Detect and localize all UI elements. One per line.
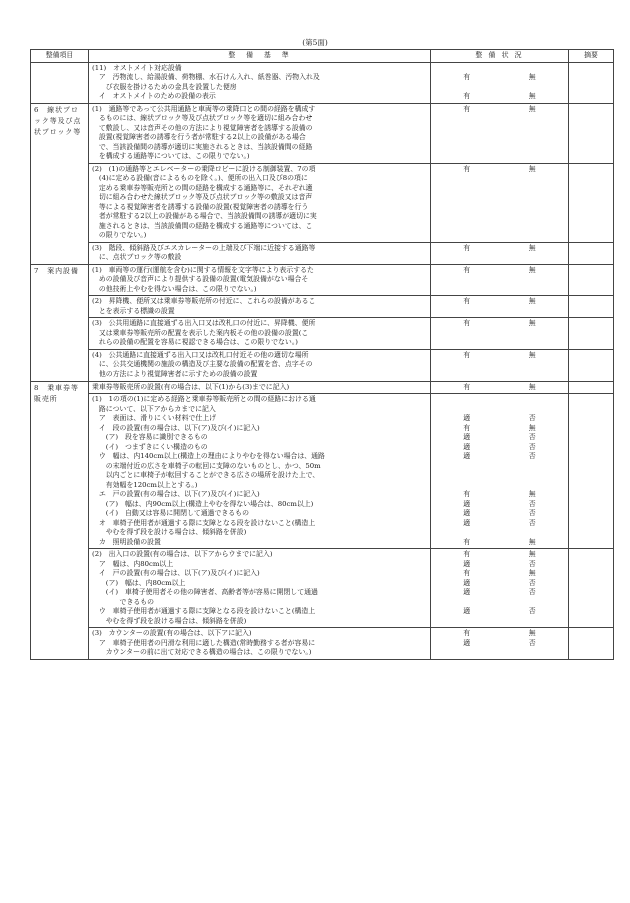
standard-line: 定める乗車券等販売所との間の経路を構成する通路等に、それぞれ適 bbox=[92, 183, 313, 192]
standard-line: ア 車椅子使用者の円滑な利用に適した構造(常時勤務する者が容易に bbox=[92, 638, 316, 647]
standard-line: (3) カウンターの設置(有の場合は、以下アに記入) bbox=[92, 629, 252, 638]
table-row bbox=[31, 163, 614, 242]
standard-cell bbox=[89, 264, 431, 296]
status-option-yes[interactable]: 有 bbox=[463, 350, 471, 359]
remarks-cell[interactable] bbox=[569, 242, 614, 264]
standard-line: 者が常駐する2以上の設備がある場合で、当該設備間の誘導が適切に実 bbox=[92, 212, 317, 221]
status-option-no[interactable]: 無 bbox=[528, 319, 536, 328]
status-option-yes[interactable]: 適 bbox=[463, 509, 471, 518]
status-option-no[interactable]: 否 bbox=[528, 433, 536, 442]
standard-cell bbox=[89, 349, 431, 381]
standard-line: ウ 幅は、内140cm以上(構造上の理由によりやむを得ない場合は、通路 bbox=[92, 452, 325, 461]
standard-line: (2) (1)の通路等とエレベーターの乗降ロビーに設ける制御装置、7の項 bbox=[92, 164, 316, 173]
status-cell bbox=[431, 264, 569, 296]
category-cell: 8 乗車券等販売所 bbox=[31, 381, 89, 659]
status-option-no[interactable]: 否 bbox=[528, 588, 536, 597]
standard-line: (1) 車両等の運行(運航を含む)に関する情報を文字等により表示するた bbox=[92, 265, 314, 274]
standard-line: (4) 公共通路に直接通ずる出入口又は改札口付近その他の適切な場所 bbox=[92, 350, 309, 359]
standard-line: (1) 1の項の(1)に定める経路と乗車券等販売所との間の経路における通 bbox=[92, 395, 316, 404]
standard-line: とを表示する標識の設置 bbox=[92, 306, 175, 315]
status-option-no[interactable]: 無 bbox=[528, 104, 536, 113]
standard-cell bbox=[89, 62, 431, 103]
standard-line: 以内ごとに車椅子が転回することができる広さの場所を設けた上で、 bbox=[92, 471, 320, 480]
standard-line: やむを得ず段を設ける場合は、傾斜路を併設) bbox=[92, 528, 247, 537]
standard-line: カ 照明設備の設置 bbox=[92, 537, 161, 546]
standard-line: (イ) つまずきにくい構造のもの bbox=[92, 442, 208, 451]
header-item: 整備項目 bbox=[31, 50, 89, 63]
status-option-yes[interactable]: 適 bbox=[463, 442, 471, 451]
table-row bbox=[31, 549, 614, 628]
status-option-yes[interactable]: 有 bbox=[463, 423, 471, 432]
requirements-table bbox=[30, 49, 614, 660]
status-option-yes[interactable]: 有 bbox=[463, 382, 471, 391]
remarks-cell[interactable] bbox=[569, 381, 614, 394]
status-option-no[interactable]: 否 bbox=[528, 442, 536, 451]
status-option-yes[interactable]: 適 bbox=[463, 588, 471, 597]
remarks-cell[interactable] bbox=[569, 349, 614, 381]
remarks-cell[interactable] bbox=[569, 394, 614, 549]
status-option-yes[interactable]: 有 bbox=[463, 297, 471, 306]
status-option-no[interactable]: 否 bbox=[528, 499, 536, 508]
category-cell: 7 案内設備 bbox=[31, 264, 89, 381]
standard-line: (イ) 自動又は容易に開閉して通過できるもの bbox=[92, 509, 249, 518]
category-cell bbox=[31, 62, 89, 103]
status-option-yes[interactable]: 適 bbox=[463, 499, 471, 508]
status-option-no[interactable]: 無 bbox=[528, 73, 536, 82]
standard-cell bbox=[89, 296, 431, 318]
status-option-no[interactable]: 無 bbox=[528, 550, 536, 559]
status-cell bbox=[431, 296, 569, 318]
status-option-no[interactable]: 無 bbox=[528, 490, 536, 499]
standard-line: (3) 公共用通路に直接通ずる出入口又は改札口の付近に、昇降機、便所 bbox=[92, 319, 316, 328]
table-row bbox=[31, 394, 614, 549]
standard-line: の限りでない。) bbox=[92, 231, 147, 240]
status-cell bbox=[431, 349, 569, 381]
status-option-no[interactable]: 否 bbox=[528, 414, 536, 423]
table-row bbox=[31, 264, 614, 296]
table-row bbox=[31, 242, 614, 264]
table-header-row bbox=[31, 50, 614, 63]
standard-line: 乗車券等販売所の設置(有の場合は、以下(1)から(3)までに記入) bbox=[92, 382, 290, 391]
header-status: 整 備 状 況 bbox=[431, 50, 569, 63]
status-option-yes[interactable]: 有 bbox=[463, 265, 471, 274]
status-option-no[interactable]: 否 bbox=[528, 509, 536, 518]
status-option-yes[interactable]: 適 bbox=[463, 414, 471, 423]
status-option-yes[interactable]: 適 bbox=[463, 638, 471, 647]
remarks-cell[interactable] bbox=[569, 549, 614, 628]
status-option-no[interactable]: 否 bbox=[528, 518, 536, 527]
standard-line: (4)に定める設備(音によるものを除く。)、便所の出入口及び8の項に bbox=[92, 174, 308, 183]
standard-line: るものには、線状ブロック等及び点状ブロック等を適切に組み合わせ bbox=[92, 114, 313, 123]
standard-line: めの設備及び音声により提供する設備の設置(電気設備がない場合そ bbox=[92, 275, 309, 284]
table-body bbox=[31, 62, 614, 659]
remarks-cell[interactable] bbox=[569, 163, 614, 242]
status-option-no[interactable]: 否 bbox=[528, 559, 536, 568]
standard-cell bbox=[89, 242, 431, 264]
status-option-no[interactable]: 無 bbox=[528, 423, 536, 432]
standard-line: エ 戸の設置(有の場合は、以下(ア)及び(イ)に記入) bbox=[92, 490, 260, 499]
status-cell bbox=[431, 103, 569, 163]
table-row bbox=[31, 103, 614, 163]
status-option-no[interactable]: 無 bbox=[528, 382, 536, 391]
page-number: (第5面) bbox=[302, 38, 328, 47]
status-cell bbox=[431, 62, 569, 103]
status-option-yes[interactable]: 有 bbox=[463, 537, 471, 546]
status-option-yes[interactable]: 有 bbox=[463, 629, 471, 638]
table-row bbox=[31, 349, 614, 381]
standard-line: (11) オストメイト対応設備 bbox=[92, 63, 182, 72]
status-option-no[interactable]: 無 bbox=[528, 569, 536, 578]
status-option-no[interactable]: 無 bbox=[528, 164, 536, 173]
status-option-no[interactable]: 無 bbox=[528, 243, 536, 252]
status-option-no[interactable]: 無 bbox=[528, 537, 536, 546]
standard-line: 又は乗車券等販売所の配置を表示した案内板その他の設備の設置(こ bbox=[92, 328, 309, 337]
standard-line: カウンターの前に出て対応できる構造の場合は、この限りでない。) bbox=[92, 648, 312, 657]
remarks-cell[interactable] bbox=[569, 628, 614, 660]
standard-line: (3) 階段、傾斜路及びエスカレーターの上端及び下端に近接する通路等 bbox=[92, 243, 316, 252]
standard-line: び衣服を掛けるための金具を設置した便房 bbox=[92, 82, 237, 91]
standard-line: 路について、以下アからカまでに記入 bbox=[92, 404, 216, 413]
standard-line: 等による視覚障害者を誘導する設備の設置(視覚障害者の誘導を行う bbox=[92, 202, 309, 211]
standard-line: 有効幅を120cm以上とする。) bbox=[92, 480, 198, 489]
status-cell bbox=[431, 242, 569, 264]
status-option-yes[interactable]: 適 bbox=[463, 559, 471, 568]
standard-cell bbox=[89, 103, 431, 163]
standard-line: ア 幅は、内80cm以上 bbox=[92, 559, 174, 568]
standard-line: (2) 昇降機、便所又は乗車券等販売所の付近に、これらの設備があるこ bbox=[92, 297, 316, 306]
standard-line: イ 戸の設置(有の場合は、以下(ア)及び(イ)に記入) bbox=[92, 569, 260, 578]
standard-line: 施されるときは、当該設備間の経路を構成する通路等については、こ bbox=[92, 221, 313, 230]
header-standard: 整 備 基 準 bbox=[89, 50, 431, 63]
standard-line: できるもの bbox=[92, 597, 155, 606]
status-option-no[interactable]: 無 bbox=[528, 629, 536, 638]
status-cell bbox=[431, 381, 569, 394]
remarks-cell[interactable] bbox=[569, 296, 614, 318]
table-row bbox=[31, 62, 614, 103]
standard-line: オ 車椅子使用者が通過する際に支障となる段を設けないこと(構造上 bbox=[92, 518, 316, 527]
standard-line: れらの設備の配置を容易に視認できる場合は、この限りでない。) bbox=[92, 338, 298, 347]
standard-cell bbox=[89, 628, 431, 660]
standard-line: ウ 車椅子使用者が通過する際に支障となる段を設けないこと(構造上 bbox=[92, 607, 316, 616]
standard-line: を構成する通路等については、この限りでない。) bbox=[92, 152, 250, 161]
standard-line: イ オストメイトのための設備の表示 bbox=[92, 92, 216, 101]
standard-line: (2) 出入口の設置(有の場合は、以下アからウまでに記入) bbox=[92, 550, 273, 559]
status-option-yes[interactable]: 有 bbox=[463, 92, 471, 101]
remarks-cell[interactable] bbox=[569, 103, 614, 163]
standard-cell bbox=[89, 549, 431, 628]
status-option-yes[interactable]: 適 bbox=[463, 452, 471, 461]
status-option-yes[interactable]: 有 bbox=[463, 319, 471, 328]
standard-line: 他の方法により視覚障害者に示すための設備の設置 bbox=[92, 369, 258, 378]
standard-cell bbox=[89, 394, 431, 549]
status-cell bbox=[431, 628, 569, 660]
standard-line: ア 表面は、滑りにくい材料で仕上げ bbox=[92, 414, 217, 423]
status-option-no[interactable]: 否 bbox=[528, 607, 536, 616]
status-option-yes[interactable]: 有 bbox=[463, 164, 471, 173]
standard-line: の他技術上やむを得ない場合は、この限りでない。) bbox=[92, 284, 257, 293]
standard-cell bbox=[89, 381, 431, 394]
status-cell bbox=[431, 318, 569, 350]
standard-cell bbox=[89, 163, 431, 242]
standard-line: で、当該設備間の誘導が適切に実施されるときは、当該設備間の経路 bbox=[92, 142, 313, 151]
table-row bbox=[31, 628, 614, 660]
standard-line: 切に組み合わせた線状ブロック等及び点状ブロック等の敷設又は音声 bbox=[92, 193, 313, 202]
status-option-yes[interactable]: 有 bbox=[463, 73, 471, 82]
status-option-yes[interactable]: 有 bbox=[463, 550, 471, 559]
status-option-no[interactable]: 否 bbox=[528, 578, 536, 587]
status-option-no[interactable]: 否 bbox=[528, 452, 536, 461]
status-option-yes[interactable]: 適 bbox=[463, 578, 471, 587]
status-option-yes[interactable]: 適 bbox=[463, 433, 471, 442]
standard-line: て敷設し、又は音声その他の方法により視覚障害者を誘導する設備の bbox=[92, 123, 313, 132]
status-option-no[interactable]: 無 bbox=[528, 297, 536, 306]
standard-line: (1) 通路等であって公共用通路と車両等の乗降口との間の経路を構成す bbox=[92, 104, 316, 113]
status-option-yes[interactable]: 有 bbox=[463, 243, 471, 252]
header-remarks: 摘要 bbox=[569, 50, 614, 63]
status-option-no[interactable]: 無 bbox=[528, 92, 536, 101]
remarks-cell[interactable] bbox=[569, 264, 614, 296]
standard-line: 設置(視覚障害者の誘導を行う者が常駐する2以上の設備がある場合 bbox=[92, 133, 306, 142]
standard-line: ア 汚物流し、給湯設備、荷物棚、水石けん入れ、紙巻器、汚物入れ及 bbox=[92, 73, 320, 82]
standard-line: イ 段の設置(有の場合は、以下(ア)及び(イ)に記入) bbox=[92, 423, 260, 432]
standard-line: に、公共交通機関の施設の構造及び主要な設備の配置を音、点字その bbox=[92, 360, 313, 369]
status-option-yes[interactable]: 適 bbox=[463, 607, 471, 616]
remarks-cell[interactable] bbox=[569, 318, 614, 350]
status-option-no[interactable]: 無 bbox=[528, 350, 536, 359]
standard-line: (ア) 段を容易に識別できるもの bbox=[92, 433, 208, 442]
remarks-cell[interactable] bbox=[569, 62, 614, 103]
table-row bbox=[31, 381, 614, 394]
standard-line: やむを得ず段を設ける場合は、傾斜路を併設) bbox=[92, 616, 247, 625]
category-cell: 6 線状ブロック等及び点状ブロック等 bbox=[31, 103, 89, 264]
status-option-yes[interactable]: 有 bbox=[463, 490, 471, 499]
standard-cell bbox=[89, 318, 431, 350]
standard-line: (ア) 幅は、内90cm以上(構造上やむを得ない場合は、80cm以上) bbox=[92, 499, 314, 508]
standard-line: (ア) 幅は、内80cm以上 bbox=[92, 578, 186, 587]
status-option-yes[interactable]: 適 bbox=[463, 518, 471, 527]
status-cell bbox=[431, 549, 569, 628]
table-row bbox=[31, 296, 614, 318]
status-option-no[interactable]: 無 bbox=[528, 265, 536, 274]
status-option-yes[interactable]: 有 bbox=[463, 104, 471, 113]
standard-line: (イ) 車椅子使用者その他の障害者、高齢者等が容易に開閉して通過 bbox=[92, 588, 318, 597]
status-option-no[interactable]: 否 bbox=[528, 638, 536, 647]
table-row bbox=[31, 318, 614, 350]
status-cell bbox=[431, 394, 569, 549]
status-option-yes[interactable]: 有 bbox=[463, 569, 471, 578]
standard-line: に、点状ブロック等の敷設 bbox=[92, 253, 182, 262]
standard-line: の末端付近の広さを車椅子の転回に支障のないものとし、かつ、50m bbox=[92, 461, 321, 470]
status-cell bbox=[431, 163, 569, 242]
